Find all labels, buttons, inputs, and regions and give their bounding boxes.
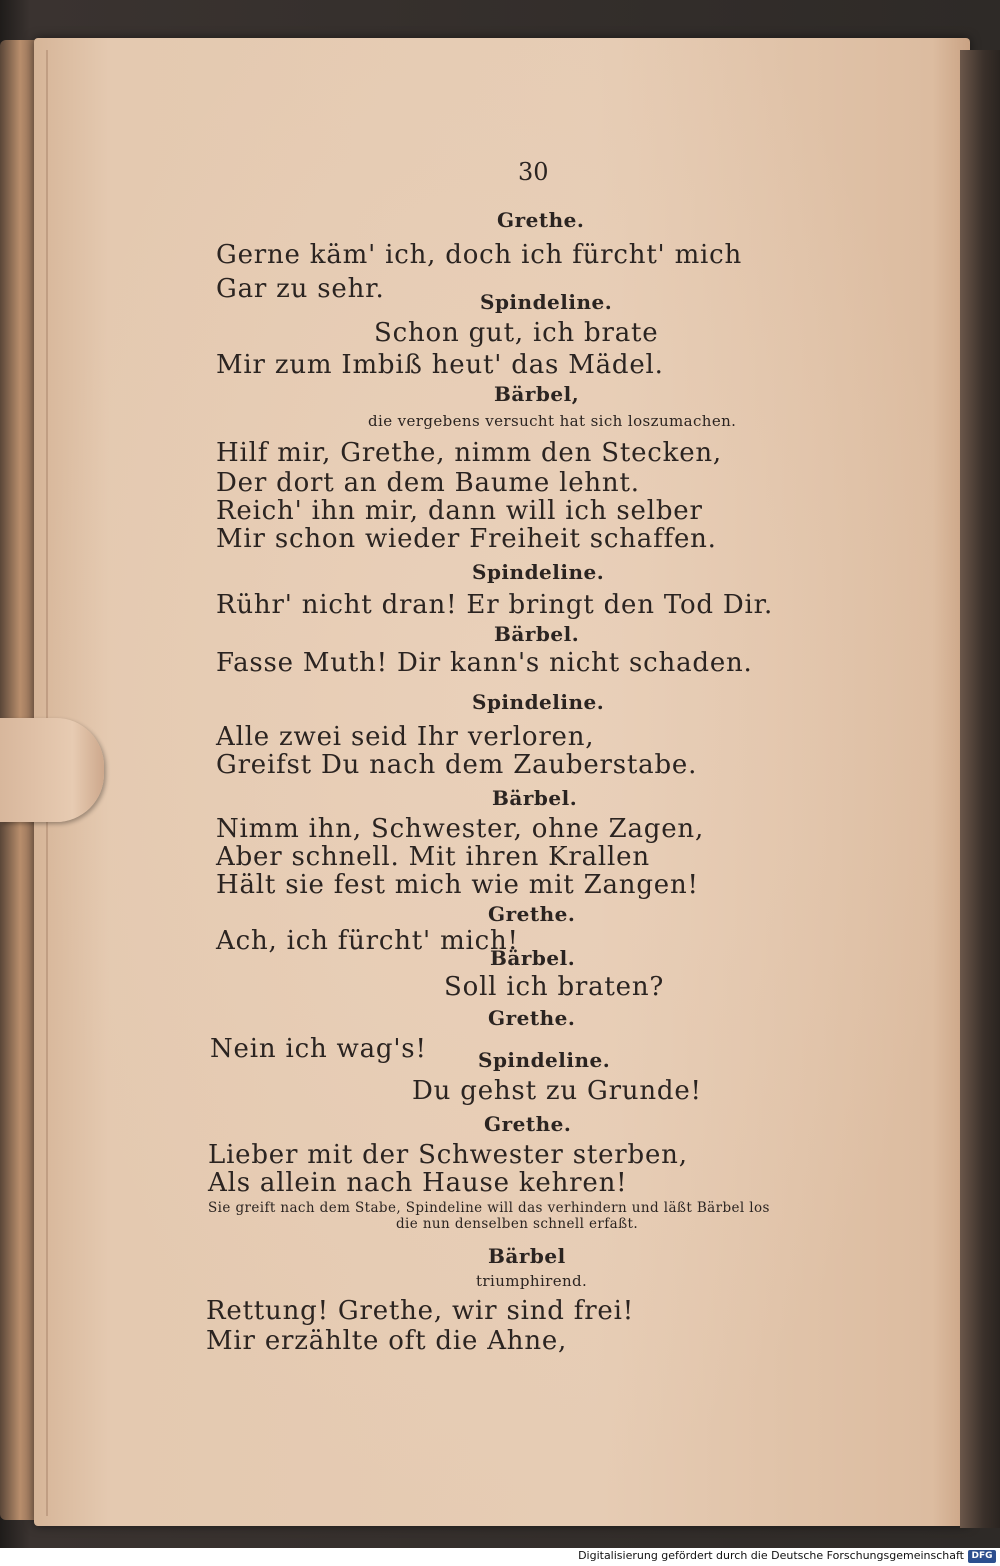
verse-line: Mir schon wieder Freiheit schaffen.	[216, 524, 717, 554]
speaker-heading: Grethe.	[488, 1006, 576, 1030]
stage-direction: die nun denselben schnell erfaßt.	[396, 1216, 639, 1232]
speaker-heading: Grethe.	[488, 902, 576, 926]
page-marker-tab	[0, 718, 104, 822]
verse-line: Schon gut, ich brate	[374, 318, 659, 348]
verse-line: Fasse Muth! Dir kann's nicht schaden.	[216, 648, 753, 678]
verse-line: Soll ich braten?	[444, 972, 665, 1002]
verse-line: Mir erzählte oft die Ahne,	[206, 1326, 568, 1356]
speaker-heading: Spindeline.	[480, 290, 613, 314]
speaker-heading: Bärbel	[488, 1244, 566, 1268]
verse-line: Gar zu sehr.	[216, 274, 385, 304]
verse-line: Nimm ihn, Schwester, ohne Zagen,	[216, 814, 705, 844]
verse-line: Rettung! Grethe, wir sind frei!	[206, 1296, 634, 1326]
verse-line: Hält sie fest mich wie mit Zangen!	[216, 870, 699, 900]
stage-direction: Sie greift nach dem Stabe, Spindeline will das verhindern und läßt Bärbel los	[208, 1200, 770, 1216]
speaker-heading: Spindeline.	[472, 560, 605, 584]
verse-line: Hilf mir, Grethe, nimm den Stecken,	[216, 438, 722, 468]
verse-line: Lieber mit der Schwester sterben,	[208, 1140, 688, 1170]
verse-line: Nein ich wag's!	[210, 1034, 427, 1064]
verse-line: Rühr' nicht dran! Er bringt den Tod Dir.	[216, 590, 774, 620]
verse-line: Der dort an dem Baume lehnt.	[216, 468, 640, 498]
speaker-heading: Bärbel.	[490, 946, 576, 970]
speaker-heading: Bärbel,	[494, 382, 580, 406]
verse-line: Reich' ihn mir, dann will ich selber	[216, 496, 703, 526]
book-right-edge	[960, 50, 1000, 1528]
speaker-heading: Grethe.	[484, 1112, 572, 1136]
speaker-heading: Bärbel.	[494, 622, 580, 646]
page-number: 30	[518, 158, 549, 186]
verse-line: Gerne käm' ich, doch ich fürcht' mich	[216, 240, 743, 270]
stage-direction: die vergebens versucht hat sich loszumachen.	[368, 412, 737, 430]
dfg-logo-icon: DFG	[968, 1550, 996, 1563]
verse-line: Du gehst zu Grunde!	[412, 1076, 702, 1106]
digitization-credit: Digitalisierung gefördert durch die Deutsche Forschungsgemeinschaft	[578, 1549, 964, 1562]
verse-line: Alle zwei seid Ihr verloren,	[216, 722, 595, 752]
verse-line: Greifst Du nach dem Zauberstabe.	[216, 750, 698, 780]
stage-direction: triumphirend.	[476, 1272, 588, 1290]
verse-line: Ach, ich fürcht' mich!	[216, 926, 519, 956]
verse-line: Aber schnell. Mit ihren Krallen	[216, 842, 650, 872]
speaker-heading: Bärbel.	[492, 786, 578, 810]
speaker-heading: Spindeline.	[472, 690, 605, 714]
speaker-heading: Grethe.	[497, 208, 585, 232]
verse-line: Als allein nach Hause kehren!	[208, 1168, 628, 1198]
verse-line: Mir zum Imbiß heut' das Mädel.	[216, 350, 664, 380]
speaker-heading: Spindeline.	[478, 1048, 611, 1072]
